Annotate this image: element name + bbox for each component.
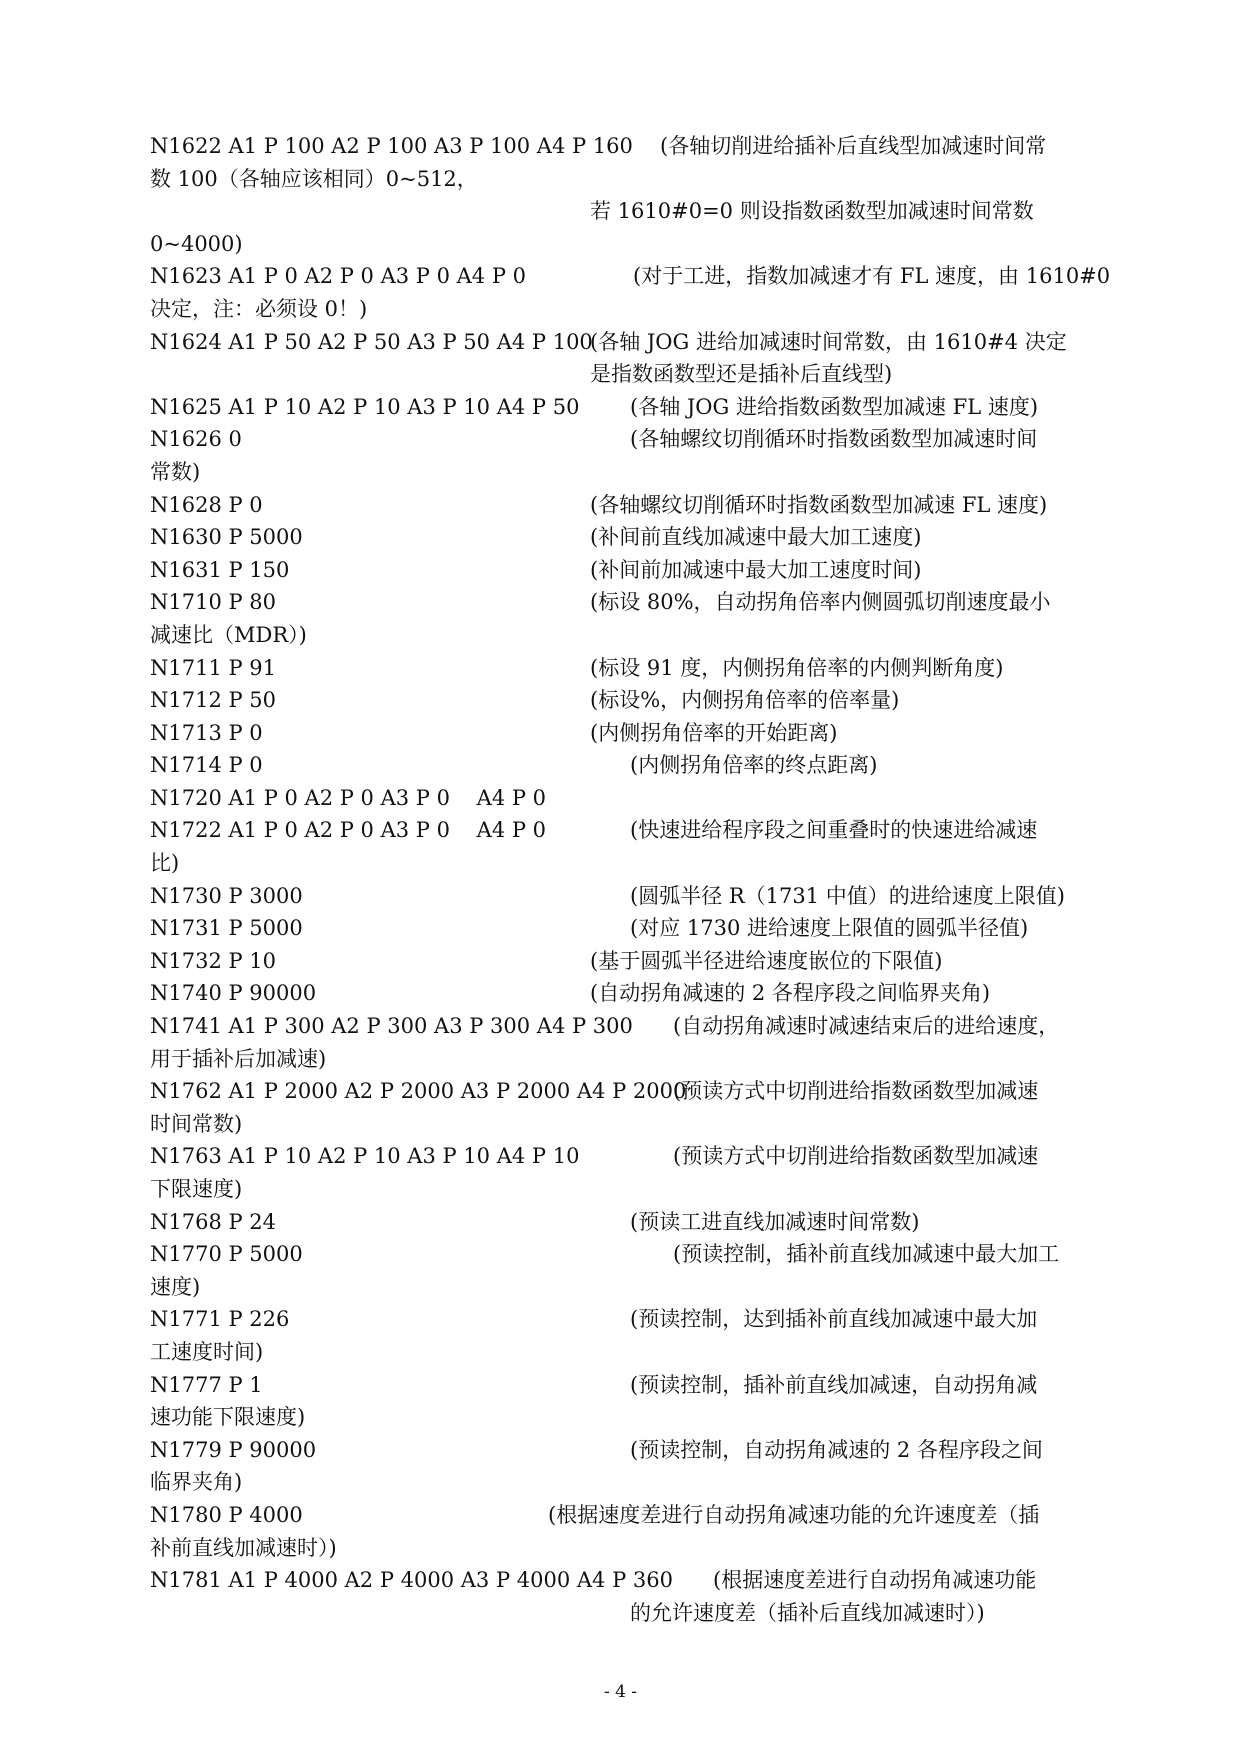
- param-note: (各轴切削进给插补后直线型加减速时间常: [660, 134, 1047, 158]
- param-note: (根据速度差进行自动拐角减速功能的允许速度差（插: [548, 1502, 1040, 1527]
- param-code: N1731 P 5000: [150, 916, 303, 941]
- param-code: N1740 P 90000: [150, 981, 317, 1006]
- param-code: N1732 P 10: [150, 948, 277, 973]
- param-note: 的允许速度差（插补后直线加减速时）): [630, 1600, 985, 1625]
- param-code: N1780 P 4000: [150, 1502, 303, 1527]
- param-note: 若 1610#0=0 则设指数函数型加减速时间常数: [590, 199, 1034, 224]
- param-note: (内侧拐角倍率的开始距离): [590, 720, 838, 745]
- param-note: 决定，注：必须设 0！): [150, 296, 368, 321]
- param-code: N1626 0: [150, 427, 242, 452]
- param-code: N1779 P 90000: [150, 1437, 317, 1462]
- param-code: N1730 P 3000: [150, 883, 303, 908]
- param-code: N1768 P 24: [150, 1209, 277, 1234]
- param-code: N1714 P 0: [150, 753, 263, 778]
- param-note: (各轴 JOG 进给加减速时间常数，由 1610#4 决定: [590, 329, 1067, 354]
- param-note: (根据速度差进行自动拐角减速功能: [713, 1568, 1037, 1593]
- param-note: (预读控制，达到插补前直线加减速中最大加: [630, 1307, 1038, 1332]
- param-note: 补前直线加减速时）): [150, 1535, 337, 1560]
- param-note: (自动拐角减速时减速结束后的进给速度，: [673, 1014, 1060, 1039]
- page-number: - 4 -: [603, 1682, 638, 1702]
- param-code: N1762 A1 P 2000 A2 P 2000 A3 P 2000 A4 P 2000: [150, 1079, 687, 1104]
- param-code: N1741 A1 P 300 A2 P 300 A3 P 300 A4 P 300: [150, 1014, 633, 1039]
- param-note: 用于插补后加减速): [150, 1046, 327, 1071]
- param-code: N1623 A1 P 0 A2 P 0 A3 P 0 A4 P 0: [150, 264, 526, 289]
- param-note: (预读工进直线加减速时间常数): [630, 1209, 920, 1234]
- param-note: (预读方式中切削进给指数函数型加减速: [673, 1079, 1039, 1104]
- param-note: (预读控制，插补前直线加减速中最大加工: [673, 1242, 1060, 1267]
- param-code: N1625 A1 P 10 A2 P 10 A3 P 10 A4 P 50: [150, 394, 580, 419]
- param-note: 下限速度): [150, 1177, 243, 1201]
- param-code: N1713 P 0: [150, 720, 263, 745]
- param-note: 是指数函数型还是插补后直线型): [590, 362, 893, 387]
- param-code: N1710 P 80: [150, 590, 277, 615]
- param-note: (预读控制，自动拐角减速的 2 各程序段之间: [630, 1437, 1043, 1462]
- param-code: N1631 P 150: [150, 557, 290, 582]
- param-note: 临界夹角): [150, 1470, 243, 1495]
- param-code: N1771 P 226: [150, 1307, 290, 1332]
- param-note: (标设 80%，自动拐角倍率内侧圆弧切削速度最小: [590, 590, 1051, 615]
- param-code: N1720 A1 P 0 A2 P 0 A3 P 0 A4 P 0: [150, 785, 547, 810]
- param-note: 工速度时间): [150, 1339, 264, 1364]
- param-note: (内侧拐角倍率的终点距离): [630, 753, 878, 778]
- param-note: 速功能下限速度): [150, 1405, 306, 1430]
- param-note: (快速进给程序段之间重叠时的快速进给减速: [630, 818, 1038, 843]
- param-code: N1630 P 5000: [150, 525, 303, 550]
- param-note: (圆弧半径 R（1731 中值）的进给速度上限值): [630, 883, 1065, 908]
- param-code: N1624 A1 P 50 A2 P 50 A3 P 50 A4 P 100: [150, 329, 593, 354]
- param-note: (自动拐角减速的 2 各程序段之间临界夹角): [590, 981, 991, 1006]
- param-note: (标设%，内侧拐角倍率的倍率量): [590, 688, 900, 713]
- param-note: (预读控制，插补前直线加减速，自动拐角减: [630, 1372, 1038, 1397]
- param-note: 常数): [150, 459, 201, 484]
- parameter-list: [150, 130, 1140, 1629]
- param-code: N1722 A1 P 0 A2 P 0 A3 P 0 A4 P 0: [150, 818, 547, 843]
- param-note: 数 100（各轴应该相同）0~512，: [150, 166, 478, 191]
- param-note: (补间前加减速中最大加工速度时间): [590, 557, 922, 582]
- param-note: 0~4000): [150, 231, 243, 256]
- param-note: 速度): [150, 1274, 201, 1299]
- param-note: 比): [150, 851, 180, 876]
- param-code: N1777 P 1: [150, 1372, 263, 1397]
- param-note: (各轴螺纹切削循环时指数函数型加减速时间: [630, 427, 1038, 452]
- param-code: N1628 P 0: [150, 492, 263, 517]
- param-note: 时间常数): [150, 1111, 243, 1136]
- param-note: (标设 91 度，内侧拐角倍率的内侧判断角度): [590, 655, 1004, 680]
- param-note: (补间前直线加减速中最大加工速度): [590, 525, 922, 550]
- param-note: 减速比（MDR）): [150, 622, 307, 647]
- param-note: (对应 1730 进给速度上限值的圆弧半径值): [630, 916, 1029, 941]
- param-code: N1711 P 91: [150, 655, 277, 680]
- param-code: N1763 A1 P 10 A2 P 10 A3 P 10 A4 P 10: [150, 1144, 580, 1169]
- param-note: (预读方式中切削进给指数函数型加减速: [673, 1144, 1039, 1169]
- param-note: (各轴螺纹切削循环时指数函数型加减速 FL 速度): [590, 492, 1048, 517]
- param-code: N1622 A1 P 100 A2 P 100 A3 P 100 A4 P 160: [150, 134, 633, 158]
- param-code: N1781 A1 P 4000 A2 P 4000 A3 P 4000 A4 P 360: [150, 1568, 673, 1593]
- param-note: (对于工进，指数加减速才有 FL 速度，由 1610#0: [633, 264, 1111, 289]
- param-note: (各轴 JOG 进给指数函数型加减速 FL 速度): [630, 394, 1039, 419]
- param-code: N1712 P 50: [150, 688, 277, 713]
- param-code: N1770 P 5000: [150, 1242, 303, 1267]
- param-note: (基于圆弧半径进给速度嵌位的下限值): [590, 948, 943, 973]
